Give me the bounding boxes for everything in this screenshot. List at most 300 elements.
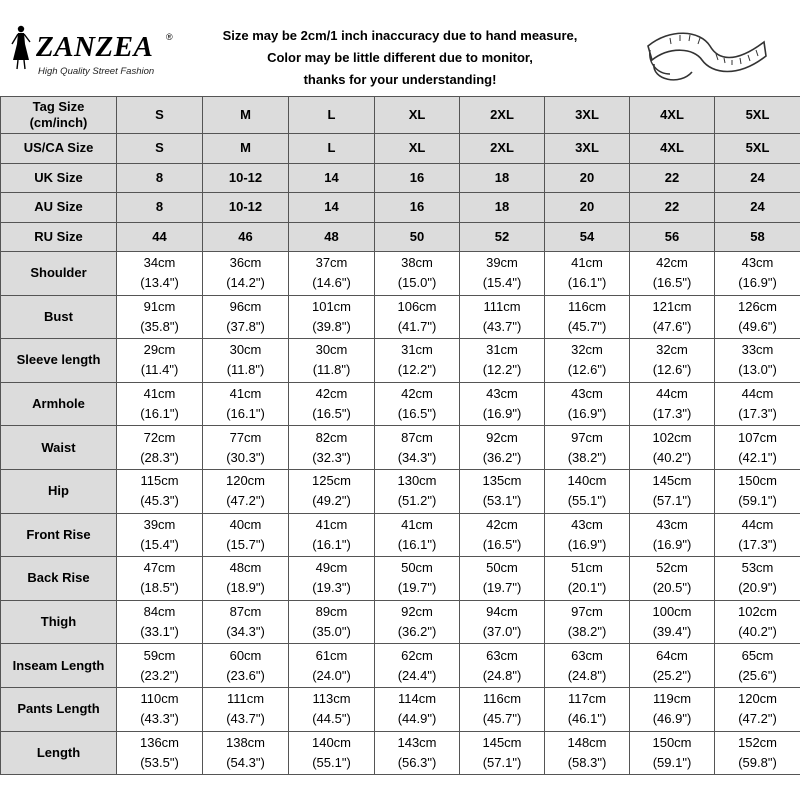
inch-value: (37.8") <box>226 318 265 334</box>
cm-value: 152cm <box>737 734 778 750</box>
row-label: Shoulder <box>1 252 117 296</box>
size-row <box>1 97 800 134</box>
inch-value: (24.8") <box>567 667 607 683</box>
measurement-cell <box>715 426 800 470</box>
size-value-cell: 50 <box>375 222 460 252</box>
measurement-cell <box>375 644 460 688</box>
measurement-cell <box>630 557 715 601</box>
inch-value: (17.3") <box>652 406 692 422</box>
measurement-cell <box>289 382 375 426</box>
cm-value: 39cm <box>486 255 518 271</box>
size-value-cell: 16 <box>375 163 460 193</box>
cm-value: 143cm <box>397 734 437 750</box>
inch-value: (25.2") <box>652 667 692 683</box>
cm-value: 106cm <box>397 298 437 314</box>
size-value-cell: 4XL <box>630 134 715 164</box>
inch-value: (57.1") <box>652 493 692 509</box>
measurement-cell <box>460 426 545 470</box>
inch-value: (49.6") <box>738 318 777 334</box>
measurement-cell <box>715 339 800 383</box>
measurement-cell <box>545 513 630 557</box>
cm-value: 30cm <box>229 342 262 358</box>
measurement-cell <box>289 469 375 513</box>
size-value-cell: 18 <box>460 193 545 223</box>
size-row <box>1 222 800 252</box>
measurement-cell <box>715 295 800 339</box>
measurement-cell <box>117 557 203 601</box>
inch-value: (55.1") <box>567 493 607 509</box>
inch-value: (15.4") <box>140 536 179 552</box>
size-value-cell: M <box>203 134 289 164</box>
size-value-cell: XL <box>375 97 460 134</box>
measurement-row <box>1 339 800 383</box>
measurement-row <box>1 600 800 644</box>
size-value-cell: 5XL <box>715 134 800 164</box>
inch-value: (17.3") <box>738 406 777 422</box>
fashion-figure-icon <box>8 24 34 70</box>
cm-value: 140cm <box>311 734 352 750</box>
cm-value: 31cm <box>486 342 518 358</box>
row-label: Pants Length <box>1 687 117 731</box>
inch-value: (39.8") <box>312 318 351 334</box>
inch-value: (13.4") <box>140 275 179 291</box>
cm-value: 42cm <box>401 386 433 402</box>
size-value-cell: L <box>289 134 375 164</box>
inch-value: (59.1") <box>738 493 777 509</box>
inch-value: (56.3") <box>397 754 437 770</box>
inch-value: (47.2") <box>226 493 265 509</box>
inch-value: (59.8") <box>738 754 777 770</box>
size-chart-header <box>0 0 800 96</box>
measurement-cell <box>715 644 800 688</box>
size-value-cell: 3XL <box>545 97 630 134</box>
size-value-cell: M <box>203 97 289 134</box>
inch-value: (38.2") <box>567 449 607 465</box>
inch-value: (16.1") <box>312 536 351 552</box>
measurement-cell <box>630 252 715 296</box>
cm-value: 100cm <box>652 604 692 620</box>
inch-value: (20.9") <box>738 580 777 596</box>
size-value-cell: 8 <box>117 193 203 223</box>
size-chart-table <box>0 96 800 775</box>
inch-value: (57.1") <box>482 754 522 770</box>
measurement-cell <box>203 687 289 731</box>
cm-value: 140cm <box>567 473 607 489</box>
cm-value: 113cm <box>312 691 351 707</box>
measurement-cell <box>375 513 460 557</box>
cm-value: 43cm <box>486 386 518 402</box>
measurement-cell <box>203 557 289 601</box>
measurement-cell <box>630 513 715 557</box>
cm-value: 107cm <box>737 429 778 445</box>
measurement-cell <box>203 644 289 688</box>
size-value-cell: 8 <box>117 163 203 193</box>
inch-value: (15.4") <box>482 275 522 291</box>
measurement-cell <box>375 382 460 426</box>
measurement-cell <box>289 426 375 470</box>
cm-value: 43cm <box>656 516 688 532</box>
cm-value: 148cm <box>567 734 607 750</box>
cm-value: 145cm <box>652 473 692 489</box>
row-label <box>1 97 117 134</box>
brand-name: ZANZEA <box>36 31 154 63</box>
measurement-cell <box>375 339 460 383</box>
inch-value: (15.7") <box>226 536 265 552</box>
inch-value: (35.8") <box>140 318 179 334</box>
measurement-cell <box>203 382 289 426</box>
inch-value: (44.9") <box>397 711 437 727</box>
inch-value: (24.8") <box>482 667 522 683</box>
measurement-cell <box>375 426 460 470</box>
measurement-cell <box>460 382 545 426</box>
size-value-cell: 18 <box>460 163 545 193</box>
inch-value: (28.3") <box>140 449 179 465</box>
cm-value: 91cm <box>143 298 176 314</box>
cm-value: 61cm <box>315 647 348 663</box>
measurement-cell <box>715 600 800 644</box>
measurement-rows <box>1 252 800 775</box>
measurement-cell <box>630 426 715 470</box>
measurement-cell <box>375 731 460 775</box>
inch-value: (30.3") <box>226 449 265 465</box>
inch-value: (11.8") <box>312 362 351 378</box>
inch-value: (46.1") <box>567 711 607 727</box>
cm-value: 44cm <box>741 516 774 532</box>
cm-value: 50cm <box>486 560 518 576</box>
size-value-cell: 44 <box>117 222 203 252</box>
measurement-row <box>1 469 800 513</box>
inch-value: (16.5") <box>652 275 692 291</box>
row-label: Bust <box>1 295 117 339</box>
measurement-cell <box>460 600 545 644</box>
inch-value: (54.3") <box>226 754 265 770</box>
size-value-cell: 10-12 <box>203 163 289 193</box>
inch-value: (32.3") <box>312 449 351 465</box>
inch-value: (14.6") <box>312 275 351 291</box>
cm-value: 53cm <box>741 560 774 576</box>
inch-value: (40.2") <box>738 624 777 640</box>
measurement-cell <box>460 469 545 513</box>
measurement-cell <box>545 687 630 731</box>
measurement-cell <box>715 469 800 513</box>
cm-value: 87cm <box>401 429 433 445</box>
measurement-cell <box>630 339 715 383</box>
row-label: Front Rise <box>1 513 117 557</box>
measurement-cell <box>460 252 545 296</box>
measurement-cell <box>545 339 630 383</box>
row-label-text: RU Size <box>34 228 83 244</box>
cm-value: 52cm <box>656 560 688 576</box>
inch-value: (20.5") <box>652 580 692 596</box>
cm-value: 41cm <box>571 255 603 271</box>
row-label-text: US/CA Size <box>23 140 94 156</box>
row-label-text: AU Size <box>34 199 83 215</box>
inch-value: (12.2") <box>482 362 522 378</box>
measuring-tape-icon <box>640 24 770 94</box>
size-value-cell: 2XL <box>460 97 545 134</box>
cm-value: 29cm <box>143 342 176 358</box>
size-value-cell: 20 <box>545 163 630 193</box>
measurement-cell <box>117 295 203 339</box>
cm-value: 119cm <box>652 691 692 707</box>
cm-value: 39cm <box>143 516 176 532</box>
cm-value: 110cm <box>140 691 179 707</box>
measurement-row <box>1 731 800 775</box>
inch-value: (37.0") <box>482 624 522 640</box>
cm-value: 84cm <box>143 604 176 620</box>
inch-value: (11.4") <box>140 362 179 378</box>
brand-logo <box>6 22 176 82</box>
row-label-text: Tag Size <box>32 99 85 114</box>
inch-value: (25.6") <box>738 667 777 683</box>
measurement-cell <box>375 295 460 339</box>
cm-value: 138cm <box>225 734 266 750</box>
measurement-cell <box>715 252 800 296</box>
size-value-cell: 22 <box>630 163 715 193</box>
row-label <box>1 193 117 223</box>
measurement-row <box>1 295 800 339</box>
cm-value: 42cm <box>486 516 518 532</box>
measurement-cell <box>289 339 375 383</box>
inch-value: (55.1") <box>312 754 351 770</box>
cm-value: 120cm <box>737 691 778 707</box>
measurement-cell <box>117 339 203 383</box>
inch-value: (58.3") <box>567 754 607 770</box>
measurement-cell <box>715 557 800 601</box>
cm-value: 121cm <box>652 298 692 314</box>
cm-value: 48cm <box>229 560 262 576</box>
inch-value: (34.3") <box>397 449 437 465</box>
cm-value: 65cm <box>741 647 774 663</box>
inch-value: (14.2") <box>226 275 265 291</box>
row-label <box>1 222 117 252</box>
measurement-cell <box>545 382 630 426</box>
inch-value: (47.6") <box>652 318 692 334</box>
cm-value: 101cm <box>311 298 352 314</box>
size-value-cell: 4XL <box>630 97 715 134</box>
measurement-notice <box>190 25 610 91</box>
measurement-cell <box>630 731 715 775</box>
cm-value: 42cm <box>315 386 348 402</box>
notice-line: Color may be little different due to monitor, <box>267 50 533 65</box>
size-value-cell: 58 <box>715 222 800 252</box>
inch-value: (16.5") <box>397 406 437 422</box>
measurement-cell <box>203 731 289 775</box>
inch-value: (18.9") <box>226 580 265 596</box>
size-value-cell: XL <box>375 134 460 164</box>
measurement-cell <box>630 600 715 644</box>
cm-value: 92cm <box>486 429 518 445</box>
row-label <box>1 134 117 164</box>
cm-value: 116cm <box>567 298 607 314</box>
cm-value: 87cm <box>229 604 262 620</box>
cm-value: 102cm <box>652 429 692 445</box>
cm-value: 44cm <box>741 386 774 402</box>
inch-value: (49.2") <box>312 493 351 509</box>
inch-value: (43.7") <box>226 711 265 727</box>
row-label: Length <box>1 731 117 775</box>
cm-value: 41cm <box>401 516 433 532</box>
inch-value: (12.2") <box>397 362 437 378</box>
inch-value: (33.1") <box>140 624 179 640</box>
measurement-cell <box>715 382 800 426</box>
inch-value: (16.5") <box>482 536 522 552</box>
measurement-cell <box>460 557 545 601</box>
size-value-cell: 46 <box>203 222 289 252</box>
cm-value: 97cm <box>571 429 603 445</box>
measurement-cell <box>545 469 630 513</box>
measurement-cell <box>117 731 203 775</box>
cm-value: 63cm <box>571 647 603 663</box>
measurement-cell <box>375 600 460 644</box>
cm-value: 30cm <box>315 342 348 358</box>
cm-value: 44cm <box>656 386 688 402</box>
cm-value: 36cm <box>229 255 262 271</box>
inch-value: (19.3") <box>312 580 351 596</box>
measurement-row <box>1 382 800 426</box>
size-value-cell: 54 <box>545 222 630 252</box>
measurement-cell <box>715 513 800 557</box>
notice-line: thanks for your understanding! <box>303 72 497 87</box>
cm-value: 32cm <box>656 342 688 358</box>
measurement-cell <box>117 469 203 513</box>
inch-value: (12.6") <box>567 362 607 378</box>
cm-value: 115cm <box>140 473 179 489</box>
size-row <box>1 134 800 164</box>
measurement-cell <box>289 295 375 339</box>
measurement-cell <box>203 600 289 644</box>
inch-value: (41.7") <box>397 318 437 334</box>
size-row <box>1 163 800 193</box>
cm-value: 89cm <box>315 604 348 620</box>
size-value-cell: 24 <box>715 163 800 193</box>
cm-value: 126cm <box>737 298 778 314</box>
cm-value: 42cm <box>656 255 688 271</box>
inch-value: (59.1") <box>652 754 692 770</box>
measurement-row <box>1 557 800 601</box>
cm-value: 64cm <box>656 647 688 663</box>
cm-value: 40cm <box>229 516 262 532</box>
measurement-cell <box>117 687 203 731</box>
inch-value: (38.2") <box>567 624 607 640</box>
measurement-cell <box>203 426 289 470</box>
measurement-cell <box>460 513 545 557</box>
notice-line: Size may be 2cm/1 inch inaccuracy due to hand measure, <box>222 28 578 43</box>
inch-value: (36.2") <box>482 449 522 465</box>
inch-value: (53.1") <box>482 493 522 509</box>
registered-mark: ® <box>166 32 173 42</box>
cm-value: 145cm <box>482 734 522 750</box>
measurement-cell <box>203 339 289 383</box>
measurement-cell <box>545 426 630 470</box>
cm-value: 150cm <box>652 734 692 750</box>
inch-value: (40.2") <box>652 449 692 465</box>
inch-value: (53.5") <box>140 754 179 770</box>
measurement-row <box>1 687 800 731</box>
measurement-cell <box>545 295 630 339</box>
cm-value: 43cm <box>741 255 774 271</box>
cm-value: 120cm <box>225 473 266 489</box>
size-value-cell: L <box>289 97 375 134</box>
inch-value: (45.7") <box>482 711 522 727</box>
measurement-cell <box>289 252 375 296</box>
inch-value: (16.1") <box>397 536 437 552</box>
measurement-cell <box>545 600 630 644</box>
measurement-cell <box>117 382 203 426</box>
size-value-cell: S <box>117 97 203 134</box>
inch-value: (24.0") <box>312 667 351 683</box>
size-value-cell: S <box>117 134 203 164</box>
cm-value: 34cm <box>143 255 176 271</box>
inch-value: (45.3") <box>140 493 179 509</box>
cm-value: 31cm <box>401 342 433 358</box>
cm-value: 136cm <box>139 734 180 750</box>
inch-value: (34.3") <box>226 624 265 640</box>
inch-value: (51.2") <box>397 493 437 509</box>
cm-value: 51cm <box>571 560 603 576</box>
inch-value: (13.0") <box>738 362 777 378</box>
cm-value: 72cm <box>143 429 176 445</box>
measurement-cell <box>545 731 630 775</box>
size-value-cell: 20 <box>545 193 630 223</box>
cm-value: 41cm <box>143 386 176 402</box>
measurement-row <box>1 426 800 470</box>
measurement-cell <box>630 644 715 688</box>
row-label: Hip <box>1 469 117 513</box>
cm-value: 102cm <box>737 604 778 620</box>
size-value-cell: 24 <box>715 193 800 223</box>
inch-value: (16.5") <box>312 406 351 422</box>
cm-value: 63cm <box>486 647 518 663</box>
measurement-cell <box>375 469 460 513</box>
size-value-cell: 16 <box>375 193 460 223</box>
measurement-cell <box>630 382 715 426</box>
measurement-cell <box>117 513 203 557</box>
cm-value: 41cm <box>315 516 348 532</box>
row-label-text: UK Size <box>34 169 83 185</box>
measurement-cell <box>289 731 375 775</box>
measurement-cell <box>715 687 800 731</box>
measurement-cell <box>630 295 715 339</box>
measurement-cell <box>289 644 375 688</box>
measurement-cell <box>460 295 545 339</box>
inch-value: (39.4") <box>652 624 692 640</box>
measurement-cell <box>460 644 545 688</box>
measurement-cell <box>630 687 715 731</box>
measurement-cell <box>630 469 715 513</box>
measurement-cell <box>117 252 203 296</box>
measurement-cell <box>460 339 545 383</box>
cm-value: 47cm <box>143 560 176 576</box>
inch-value: (24.4") <box>397 667 437 683</box>
row-label: Sleeve length <box>1 339 117 383</box>
inch-value: (42.1") <box>738 449 777 465</box>
cm-value: 38cm <box>401 255 433 271</box>
size-conversion-rows <box>1 97 800 252</box>
measurement-cell <box>375 252 460 296</box>
cm-value: 41cm <box>229 386 262 402</box>
measurement-cell <box>289 687 375 731</box>
cm-value: 32cm <box>571 342 603 358</box>
inch-value: (43.3") <box>140 711 179 727</box>
row-label: Inseam Length <box>1 644 117 688</box>
cm-value: 43cm <box>571 516 603 532</box>
measurement-cell <box>289 513 375 557</box>
measurement-cell <box>460 731 545 775</box>
inch-value: (46.9") <box>652 711 692 727</box>
cm-value: 111cm <box>226 691 265 707</box>
measurement-cell <box>289 600 375 644</box>
